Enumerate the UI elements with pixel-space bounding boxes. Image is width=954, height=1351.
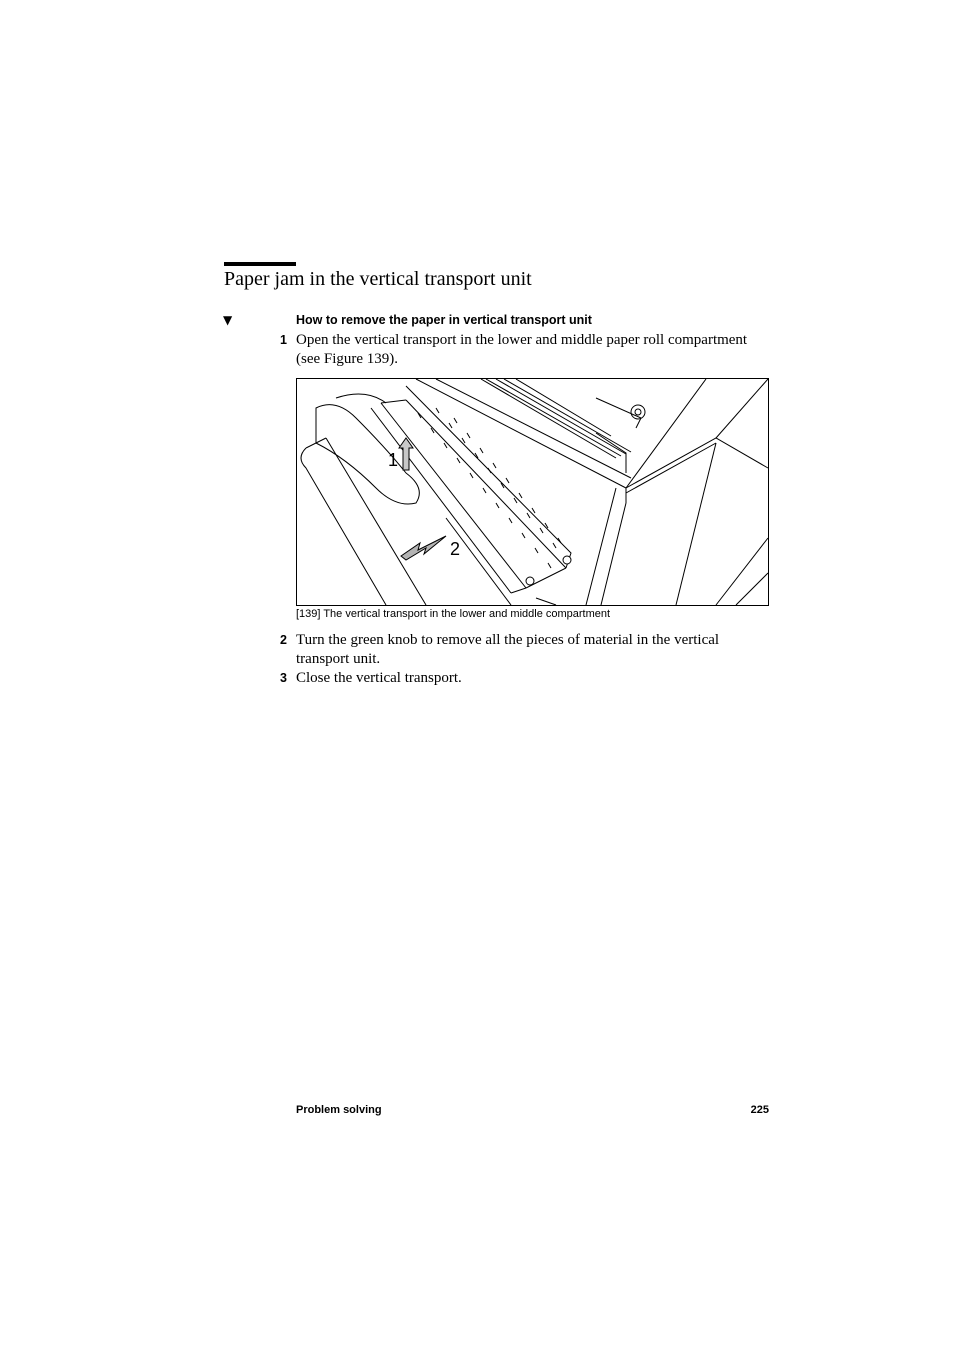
vertical-transport-illustration bbox=[296, 378, 769, 606]
footer-page-number: 225 bbox=[750, 1104, 769, 1116]
figure-caption: [139] The vertical transport in the lower and middle compartment bbox=[296, 608, 611, 620]
step-2-text: Turn the green knob to remove all the pieces of material in the vertical transport unit. bbox=[296, 632, 720, 667]
step-3-number: 3 bbox=[280, 671, 287, 685]
step-3-text: Close the vertical transport. bbox=[296, 670, 462, 686]
callout-2: 2 bbox=[450, 539, 461, 559]
step-1-text: Open the vertical transport in the lower and middle paper roll compartment (see Figure 139). bbox=[296, 332, 748, 367]
step-1-number: 1 bbox=[280, 333, 287, 347]
page-title: Paper jam in the vertical transport unit bbox=[224, 268, 532, 290]
callout-1: 1 bbox=[388, 450, 399, 470]
figure-illustration bbox=[296, 378, 769, 606]
procedure-heading: How to remove the paper in vertical transport unit bbox=[296, 313, 592, 327]
procedure-marker-icon: ▼ bbox=[223, 313, 233, 327]
step-2-number: 2 bbox=[280, 633, 287, 647]
footer-section-name: Problem solving bbox=[296, 1104, 382, 1116]
